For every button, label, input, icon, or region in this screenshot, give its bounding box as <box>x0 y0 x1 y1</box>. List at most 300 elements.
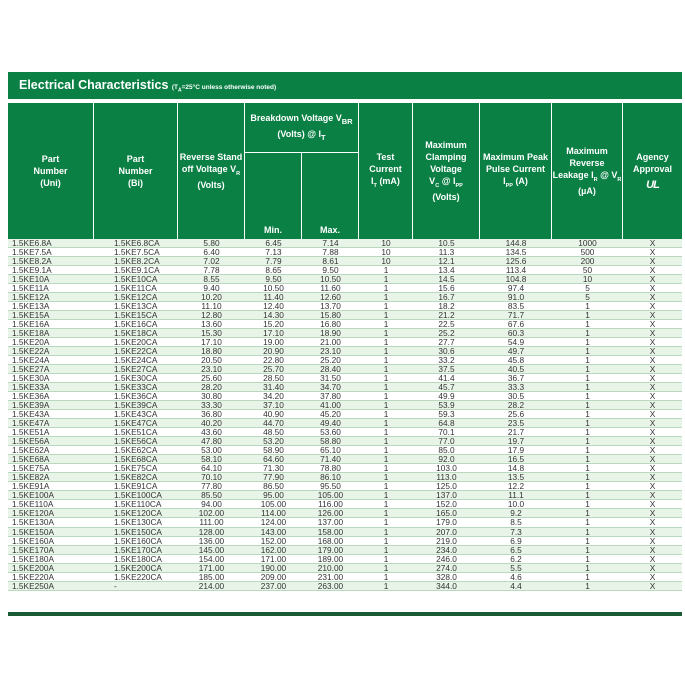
cell-part-bi: 1.5KE180CA <box>114 553 162 564</box>
cell-agency: X <box>649 247 656 258</box>
table-body <box>8 239 682 591</box>
cell-part-uni: 1.5KE200A <box>12 562 54 573</box>
section-title-text: Electrical Characteristics <box>19 78 169 92</box>
cell-vbr-min: 53.20 <box>263 436 284 447</box>
ul-recognized-icon: UL <box>646 179 659 191</box>
cell-vr: 214.00 <box>198 580 225 591</box>
cell-vbr-min: 12.40 <box>263 301 284 312</box>
electrical-characteristics-panel <box>8 72 682 616</box>
cell-part-bi: 1.5KE170CA <box>114 544 162 555</box>
cell-vr: 85.50 <box>201 490 222 501</box>
cell-ir: 1 <box>585 328 590 339</box>
cell-agency: X <box>649 454 656 465</box>
cell-vr: 136.00 <box>198 535 225 546</box>
cell-it: 1 <box>383 382 389 393</box>
cell-it: 1 <box>383 499 389 510</box>
cell-part-uni: 1.5KE150A <box>12 526 54 537</box>
cell-ipp: 4.6 <box>510 571 522 582</box>
cell-ipp: 9.2 <box>510 508 522 519</box>
cell-part-bi: 1.5KE110CA <box>114 499 162 510</box>
cell-ipp: 36.7 <box>507 373 525 384</box>
cell-it: 1 <box>383 301 389 312</box>
cell-ir: 10 <box>582 274 593 285</box>
cell-vc: 27.7 <box>438 337 455 348</box>
cell-part-uni: 1.5KE9.1A <box>12 265 52 276</box>
cell-vbr-min: 114.00 <box>261 508 286 519</box>
table-row <box>8 473 682 482</box>
cell-part-bi: 1.5KE36CA <box>114 391 158 402</box>
cell-vbr-min: 11.40 <box>263 292 284 303</box>
cell-vbr-max: 210.00 <box>317 562 344 573</box>
cell-vc: 246.0 <box>436 553 457 564</box>
cell-ir: 1 <box>585 580 590 591</box>
cell-ipp: 6.9 <box>510 535 522 546</box>
cell-vbr-max: 7.88 <box>322 247 339 258</box>
cell-ipp: 16.5 <box>507 454 525 465</box>
cell-vr: 47.80 <box>201 436 222 447</box>
cell-agency: X <box>649 292 656 303</box>
cell-vbr-min: 17.10 <box>263 328 284 339</box>
cell-ir: 1 <box>585 337 590 348</box>
cell-vbr-min: 152.00 <box>260 535 287 546</box>
section-title <box>19 78 276 93</box>
cell-part-bi: 1.5KE15CA <box>114 310 158 321</box>
cell-ipp: 25.6 <box>507 409 525 420</box>
cell-ipp: 144.8 <box>505 238 527 248</box>
cell-it: 1 <box>383 283 389 294</box>
cell-it: 1 <box>383 517 389 528</box>
cell-vbr-max: 53.60 <box>320 427 341 438</box>
cell-vc: 179.0 <box>436 517 457 528</box>
table-row <box>8 356 682 365</box>
header-agency-approval: Agency Approval UL <box>632 152 672 191</box>
cell-part-uni: 1.5KE68A <box>12 454 50 465</box>
cell-part-uni: 1.5KE11A <box>12 283 49 294</box>
cell-part-bi: 1.5KE62CA <box>114 445 158 456</box>
cell-it: 1 <box>383 445 389 456</box>
cell-ir: 1 <box>585 481 590 492</box>
cell-ir: 200 <box>580 256 595 267</box>
cell-vc: 30.6 <box>438 346 455 357</box>
cell-vbr-max: 49.40 <box>320 418 341 429</box>
cell-agency: X <box>649 490 656 501</box>
cell-ipp: 45.8 <box>507 355 525 366</box>
cell-vc: 25.2 <box>438 328 455 339</box>
cell-vbr-min: 171.00 <box>260 553 287 564</box>
cell-vbr-min: 237.00 <box>260 580 287 591</box>
cell-vc: 14.5 <box>438 274 455 285</box>
cell-it: 1 <box>383 562 389 573</box>
section-title-note: ($T_A=25^\circ C$ unless otherwise noted) <box>171 84 277 94</box>
cell-agency: X <box>649 472 656 483</box>
cell-part-uni: 1.5KE16A <box>12 319 50 330</box>
cell-ipp: 97.4 <box>507 283 525 294</box>
header-reverse-standoff-voltage: Reverse Stand off Voltage $V_R$ (Volts) <box>178 103 245 239</box>
cell-vr: 64.10 <box>201 463 222 474</box>
cell-part-uni: 1.5KE27A <box>12 364 50 375</box>
cell-it: 1 <box>383 373 389 384</box>
cell-ir: 1 <box>585 499 590 510</box>
cell-agency: X <box>649 517 656 528</box>
cell-vbr-max: 28.40 <box>320 364 341 375</box>
cell-ir: 500 <box>580 247 595 258</box>
cell-vbr-max: 231.00 <box>317 571 344 582</box>
cell-vbr-max: 95.50 <box>320 481 341 492</box>
cell-vbr-min: 86.50 <box>263 481 284 492</box>
cell-agency: X <box>649 337 656 348</box>
cell-ipp: 125.6 <box>505 256 527 267</box>
cell-part-uni: 1.5KE56A <box>12 436 50 447</box>
cell-vc: 16.7 <box>438 292 455 303</box>
cell-vbr-max: 105.00 <box>317 490 344 501</box>
cell-vbr-max: 189.00 <box>317 553 344 564</box>
header-max-clamping-voltage: Maximum Clamping Voltage $V_C$ @ $I_{PP}$ (Volts) <box>413 103 480 239</box>
cell-part-bi: 1.5KE16CA <box>114 319 158 330</box>
cell-part-bi: 1.5KE33CA <box>114 382 158 393</box>
cell-part-uni: 1.5KE170A <box>12 544 54 555</box>
cell-part-uni: 1.5KE43A <box>12 409 50 420</box>
cell-vr: 33.30 <box>201 400 222 411</box>
cell-part-bi: 1.5KE56CA <box>114 436 158 447</box>
cell-ipp: 21.7 <box>507 427 525 438</box>
cell-vr: 7.02 <box>203 256 220 267</box>
cell-vr: 13.60 <box>201 319 222 330</box>
cell-vr: 8.55 <box>203 274 220 285</box>
table-row <box>8 257 682 266</box>
cell-part-uni: 1.5KE20A <box>12 337 50 348</box>
cell-vbr-max: 13.70 <box>320 301 341 312</box>
cell-vbr-min: 22.80 <box>263 355 284 366</box>
cell-vr: 145.00 <box>198 544 225 555</box>
cell-part-uni: 1.5KE12A <box>12 292 50 303</box>
cell-vbr-min: 58.90 <box>263 445 284 456</box>
cell-vr: 171.00 <box>198 562 225 573</box>
cell-ipp: 11.1 <box>508 490 524 501</box>
cell-vc: 165.0 <box>436 508 457 519</box>
cell-part-uni: 1.5KE15A <box>12 310 50 321</box>
table-row <box>8 284 682 293</box>
cell-vbr-min: 31.40 <box>263 382 284 393</box>
cell-part-bi: 1.5KE220CA <box>114 571 162 582</box>
cell-part-bi: 1.5KE75CA <box>114 463 158 474</box>
cell-agency: X <box>649 526 656 537</box>
header-test-current: Test Current $I_T$ (mA) <box>359 103 413 239</box>
cell-vbr-min: 190.00 <box>260 562 287 573</box>
table-row <box>8 482 682 491</box>
table-row <box>8 392 682 401</box>
cell-part-uni: 1.5KE30A <box>12 373 50 384</box>
cell-part-uni: 1.5KE75A <box>12 463 50 474</box>
cell-ipp: 17.9 <box>507 445 525 456</box>
header-breakdown-max: Max. <box>302 153 359 239</box>
cell-ir: 1 <box>585 418 590 429</box>
cell-agency: X <box>649 274 656 285</box>
cell-vbr-max: 86.10 <box>320 472 341 483</box>
cell-agency: X <box>649 463 656 474</box>
cell-part-uni: 1.5KE22A <box>12 346 50 357</box>
cell-ir: 1 <box>585 454 590 465</box>
cell-it: 1 <box>383 481 389 492</box>
cell-vbr-max: 18.90 <box>320 328 341 339</box>
cell-vbr-min: 44.70 <box>263 418 284 429</box>
table-row <box>8 428 682 437</box>
cell-vbr-min: 162.00 <box>260 544 287 555</box>
cell-vbr-min: 71.30 <box>263 463 284 474</box>
cell-it: 1 <box>383 535 389 546</box>
cell-vr: 58.10 <box>201 454 222 465</box>
cell-part-uni: 1.5KE36A <box>12 391 50 402</box>
cell-ir: 1 <box>585 427 590 438</box>
cell-ir: 1 <box>585 319 590 330</box>
cell-ir: 1 <box>585 373 590 384</box>
cell-vbr-min: 48.50 <box>263 427 284 438</box>
table-row <box>8 302 682 311</box>
cell-agency: X <box>649 562 656 573</box>
cell-part-bi: 1.5KE7.5CA <box>114 247 160 258</box>
cell-part-bi: 1.5KE6.8CA <box>114 238 160 248</box>
cell-agency: X <box>649 508 656 519</box>
cell-vbr-min: 64.60 <box>263 454 284 465</box>
table-row <box>8 455 682 464</box>
cell-it: 1 <box>383 274 389 285</box>
cell-it: 1 <box>383 319 389 330</box>
cell-ir: 1 <box>585 508 590 519</box>
cell-part-uni: 1.5KE18A <box>12 328 50 339</box>
cell-agency: X <box>649 418 656 429</box>
cell-it: 1 <box>383 292 389 303</box>
cell-vr: 11.10 <box>201 301 222 312</box>
cell-agency: X <box>649 571 656 582</box>
cell-vr: 5.80 <box>203 238 220 248</box>
cell-ipp: 4.4 <box>510 580 522 591</box>
table-row <box>8 329 682 338</box>
cell-vbr-max: 263.00 <box>317 580 344 591</box>
cell-agency: X <box>649 283 656 294</box>
cell-vc: 21.2 <box>438 310 455 321</box>
cell-ipp: 8.5 <box>510 517 522 528</box>
cell-ir: 1000 <box>578 238 597 248</box>
cell-vbr-min: 209.00 <box>260 571 287 582</box>
table-row <box>8 266 682 275</box>
cell-vbr-min: 77.90 <box>263 472 284 483</box>
cell-vr: 6.40 <box>203 247 220 258</box>
cell-agency: X <box>649 301 656 312</box>
cell-it: 1 <box>383 400 389 411</box>
cell-vbr-max: 8.61 <box>322 256 339 267</box>
cell-agency: X <box>649 346 656 357</box>
cell-vc: 328.0 <box>436 571 457 582</box>
cell-vc: 12.1 <box>438 256 455 267</box>
cell-vc: 53.9 <box>438 400 455 411</box>
cell-vbr-max: 71.40 <box>320 454 341 465</box>
cell-part-bi: 1.5KE160CA <box>114 535 162 546</box>
cell-part-uni: 1.5KE100A <box>12 490 54 501</box>
cell-vr: 28.20 <box>201 382 222 393</box>
table-row <box>8 528 682 537</box>
cell-vc: 11.3 <box>438 247 455 258</box>
table-row <box>8 374 682 383</box>
cell-vc: 37.5 <box>438 364 455 375</box>
cell-it: 1 <box>383 427 389 438</box>
cell-vc: 103.0 <box>436 463 457 474</box>
cell-vr: 10.20 <box>201 292 222 303</box>
table-row <box>8 500 682 509</box>
cell-vc: 70.1 <box>438 427 455 438</box>
cell-ir: 1 <box>585 535 590 546</box>
cell-vbr-max: 78.80 <box>320 463 341 474</box>
cell-vbr-max: 116.00 <box>318 499 343 510</box>
cell-ir: 1 <box>585 472 590 483</box>
table-row <box>8 347 682 356</box>
header-max-peak-pulse-current: Maximum Peak Pulse Current $I_{PP}$ (A) <box>480 103 552 239</box>
cell-vbr-max: 137.00 <box>317 517 344 528</box>
cell-part-bi: 1.5KE68CA <box>114 454 158 465</box>
table-row <box>8 401 682 410</box>
cell-it: 1 <box>383 463 389 474</box>
cell-part-uni: 1.5KE180A <box>12 553 54 564</box>
cell-part-uni: 1.5KE160A <box>12 535 54 546</box>
cell-agency: X <box>649 238 656 248</box>
cell-vbr-max: 158.00 <box>317 526 344 537</box>
table-row <box>8 320 682 329</box>
cell-it: 1 <box>383 310 389 321</box>
table-row <box>8 365 682 374</box>
cell-vr: 77.80 <box>201 481 222 492</box>
cell-vbr-max: 9.50 <box>322 265 339 276</box>
cell-vbr-max: 7.14 <box>322 238 339 248</box>
table-row <box>8 383 682 392</box>
cell-vbr-min: 40.90 <box>263 409 284 420</box>
cell-vc: 207.0 <box>436 526 457 537</box>
cell-agency: X <box>649 481 656 492</box>
cell-vbr-max: 34.70 <box>320 382 341 393</box>
cell-vc: 344.0 <box>436 580 457 591</box>
cell-it: 1 <box>383 409 389 420</box>
cell-ipp: 113.4 <box>505 265 527 276</box>
cell-vr: 18.80 <box>201 346 222 357</box>
cell-vr: 17.10 <box>201 337 222 348</box>
cell-ipp: 60.3 <box>507 328 525 339</box>
cell-it: 1 <box>383 364 389 375</box>
table-row <box>8 509 682 518</box>
cell-vbr-min: 105.00 <box>260 499 287 510</box>
cell-ir: 5 <box>585 283 590 294</box>
cell-it: 1 <box>383 265 389 276</box>
cell-it: 1 <box>383 526 389 537</box>
cell-it: 1 <box>383 418 389 429</box>
table-row <box>8 491 682 500</box>
cell-part-bi: 1.5KE39CA <box>114 400 158 411</box>
cell-ir: 1 <box>585 544 590 555</box>
cell-it: 10 <box>381 247 391 258</box>
cell-vr: 111.00 <box>199 517 224 528</box>
cell-agency: X <box>649 400 656 411</box>
cell-vr: 70.10 <box>201 472 222 483</box>
header-max-reverse-leakage: Maximum Reverse Leakage $I_R$ @ $V_R$ (µA) <box>552 103 623 239</box>
cell-vbr-min: 25.70 <box>263 364 284 375</box>
cell-vr: 185.00 <box>198 571 225 582</box>
cell-vc: 113.0 <box>436 472 457 483</box>
cell-agency: X <box>649 355 656 366</box>
cell-it: 1 <box>383 472 389 483</box>
cell-agency: X <box>649 364 656 375</box>
cell-part-uni: 1.5KE33A <box>12 382 50 393</box>
cell-it: 1 <box>383 328 389 339</box>
cell-vc: 64.8 <box>438 418 455 429</box>
cell-part-uni: 1.5KE130A <box>12 517 54 528</box>
cell-part-uni: 1.5KE24A <box>12 355 50 366</box>
cell-agency: X <box>649 319 656 330</box>
cell-part-uni: 1.5KE13A <box>12 301 50 312</box>
cell-vbr-min: 124.00 <box>260 517 287 528</box>
table-row <box>8 555 682 564</box>
cell-ir: 1 <box>585 490 590 501</box>
cell-it: 10 <box>381 256 391 267</box>
cell-ipp: 5.5 <box>510 562 522 573</box>
cell-part-uni: 1.5KE91A <box>12 481 50 492</box>
table-row <box>8 546 682 555</box>
cell-vc: 85.0 <box>438 445 455 456</box>
cell-ipp: 104.8 <box>505 274 527 285</box>
cell-vbr-max: 65.10 <box>320 445 341 456</box>
cell-ipp: 49.7 <box>507 346 525 357</box>
cell-ir: 1 <box>585 445 590 456</box>
cell-agency: X <box>649 445 656 456</box>
cell-part-bi: 1.5KE82CA <box>114 472 158 483</box>
cell-it: 1 <box>383 508 389 519</box>
table-row <box>8 564 682 573</box>
table-row <box>8 437 682 446</box>
cell-it: 1 <box>383 355 389 366</box>
cell-ir: 1 <box>585 526 590 537</box>
cell-vr: 7.78 <box>203 265 220 276</box>
cell-vc: 13.4 <box>438 265 455 276</box>
cell-vc: 33.2 <box>438 355 455 366</box>
cell-vbr-max: 10.50 <box>320 274 341 285</box>
cell-vbr-max: 37.80 <box>320 391 341 402</box>
cell-vbr-max: 12.60 <box>320 292 341 303</box>
cell-ir: 1 <box>585 301 590 312</box>
cell-ipp: 19.7 <box>507 436 525 447</box>
cell-vr: 53.00 <box>201 445 222 456</box>
cell-vc: 125.0 <box>436 481 457 492</box>
cell-vbr-min: 8.65 <box>265 265 282 276</box>
cell-agency: X <box>649 328 656 339</box>
cell-vbr-min: 143.00 <box>260 526 287 537</box>
cell-ipp: 54.9 <box>507 337 525 348</box>
cell-ipp: 30.5 <box>507 391 525 402</box>
cell-it: 1 <box>383 436 389 447</box>
cell-vr: 102.00 <box>198 508 225 519</box>
cell-ipp: 13.5 <box>507 472 525 483</box>
cell-agency: X <box>649 310 656 321</box>
cell-vc: 10.5 <box>438 238 455 248</box>
table-row <box>8 338 682 347</box>
table-row <box>8 293 682 302</box>
cell-ir: 1 <box>585 355 590 366</box>
cell-vbr-min: 34.20 <box>263 391 284 402</box>
cell-vbr-min: 7.79 <box>265 256 282 267</box>
cell-vbr-min: 28.50 <box>263 373 284 384</box>
cell-vc: 59.3 <box>438 409 455 420</box>
cell-agency: X <box>649 427 656 438</box>
section-title-bar <box>8 72 682 99</box>
cell-part-bi: 1.5KE27CA <box>114 364 158 375</box>
cell-vc: 45.7 <box>438 382 455 393</box>
table-row <box>8 311 682 320</box>
cell-agency: X <box>649 391 656 402</box>
cell-vc: 77.0 <box>438 436 455 447</box>
